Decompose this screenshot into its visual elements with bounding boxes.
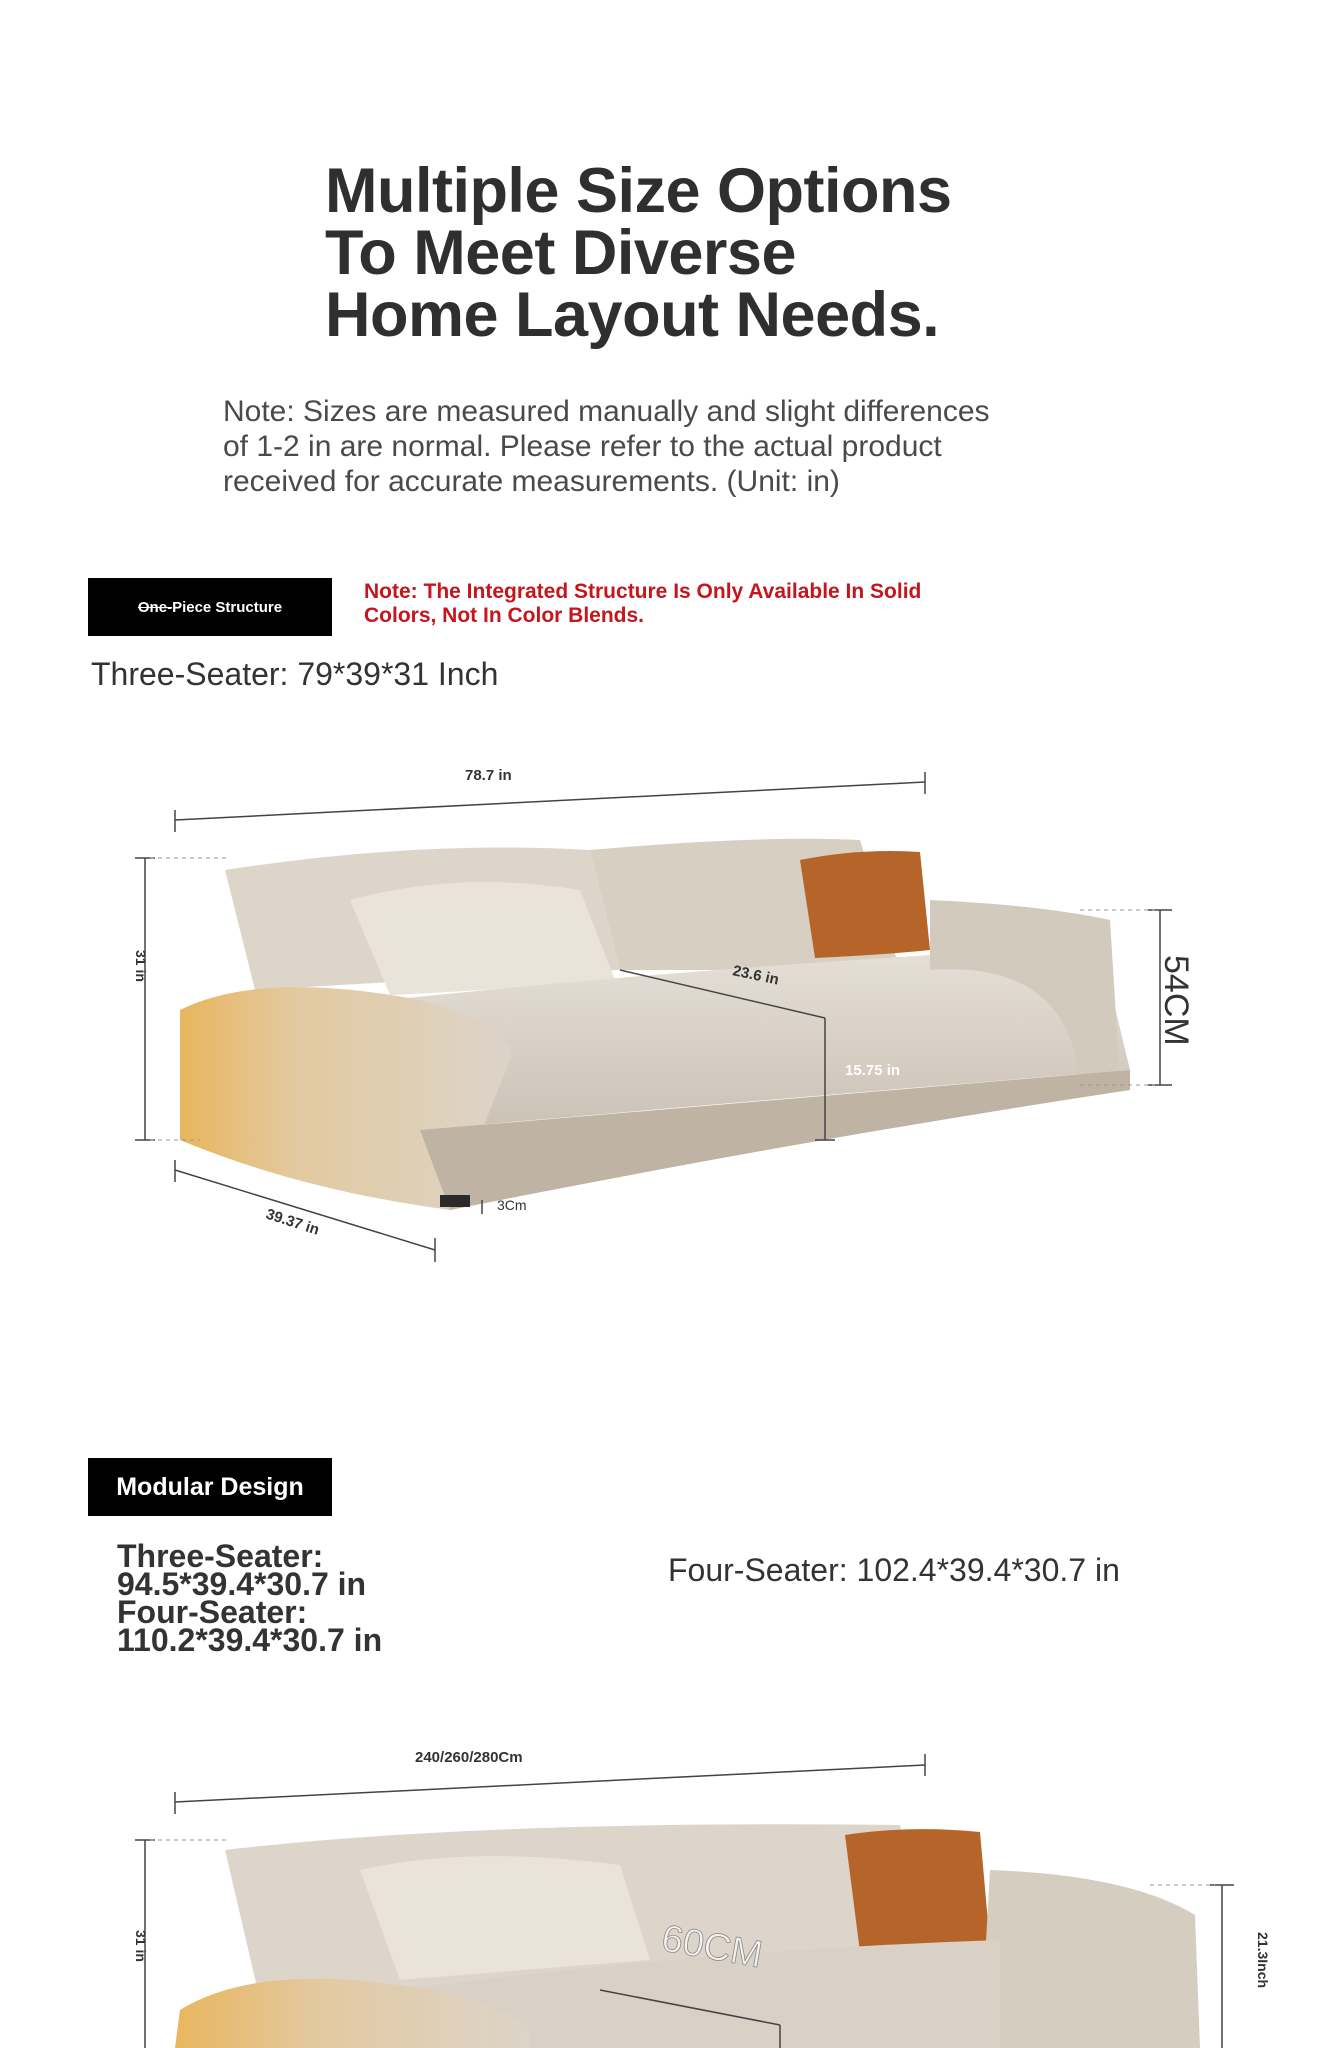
modular-left-line-4: 110.2*39.4*30.7 in: [117, 1622, 383, 1658]
measurement-note: [223, 394, 1103, 499]
throw-pillow-cream: [360, 1856, 650, 1980]
modular-left-line-1: Three-Seater:: [117, 1538, 324, 1574]
throw-pillow-orange: [800, 851, 930, 958]
red-note-line-2: Colors, Not In Color Blends.: [364, 604, 645, 627]
sofa-dimension-illustration-2: [0, 1740, 1322, 2048]
dim-height-label: 31 in: [133, 1930, 149, 1962]
note-line-1: Note: Sizes are measured manually and slight differences: [223, 395, 990, 428]
dim-arm-height-label: 21.3Inch: [1255, 1932, 1271, 1989]
note-line-2: of 1-2 in are normal. Please refer to the actual product: [223, 430, 942, 463]
sofa-right-arm: [980, 1870, 1200, 2048]
dim-seat-depth-label: 60CM: [658, 1917, 766, 1977]
dim-arm-height-label: 54CM: [1157, 955, 1195, 1046]
heading-line-1: Multiple Size Options: [325, 156, 952, 226]
heading-line-2: To Meet Diverse: [325, 218, 796, 288]
integrated-structure-note: [364, 580, 1004, 628]
modular-left-line-2: 94.5*39.4*30.7 in: [117, 1566, 367, 1602]
sofa-dimension-illustration-1: [0, 740, 1322, 1300]
heading-line-3: Home Layout Needs.: [325, 280, 940, 350]
tag-prefix: One-: [137, 598, 173, 616]
dim-width-label: 78.7 in: [465, 767, 512, 784]
dim-leg-label: 3Cm: [497, 1197, 527, 1213]
modular-sizes-right: Four-Seater: 102.4*39.4*30.7 in: [668, 1552, 1120, 1588]
modular-design-tag: Modular Design: [88, 1458, 332, 1516]
throw-pillow-orange: [845, 1829, 990, 1952]
three-seater-size-label: Three-Seater: 79*39*31 Inch: [91, 656, 499, 692]
sofa-leg: [440, 1195, 470, 1207]
dim-depth-label: 39.37 in: [263, 1205, 322, 1239]
dim-width-label: 240/260/280Cm: [415, 1749, 523, 1766]
modular-left-line-3: Four-Seater:: [117, 1594, 308, 1630]
dim-seat-height-label: 15.75 in: [845, 1062, 901, 1079]
tag-suffix: Piece Structure: [172, 598, 283, 616]
dim-height-label: 31 in: [133, 950, 149, 982]
throw-pillow-cream: [350, 882, 615, 995]
page-heading: [325, 156, 952, 350]
dim-seat-depth-label: 23.6 in: [731, 962, 781, 989]
one-piece-structure-tag: [88, 578, 332, 636]
red-note-line-1: Note: The Integrated Structure Is Only Available In Solid: [364, 580, 922, 603]
note-line-3: received for accurate measurements. (Unit: in): [223, 465, 840, 498]
modular-sizes-left: [117, 1538, 383, 1658]
